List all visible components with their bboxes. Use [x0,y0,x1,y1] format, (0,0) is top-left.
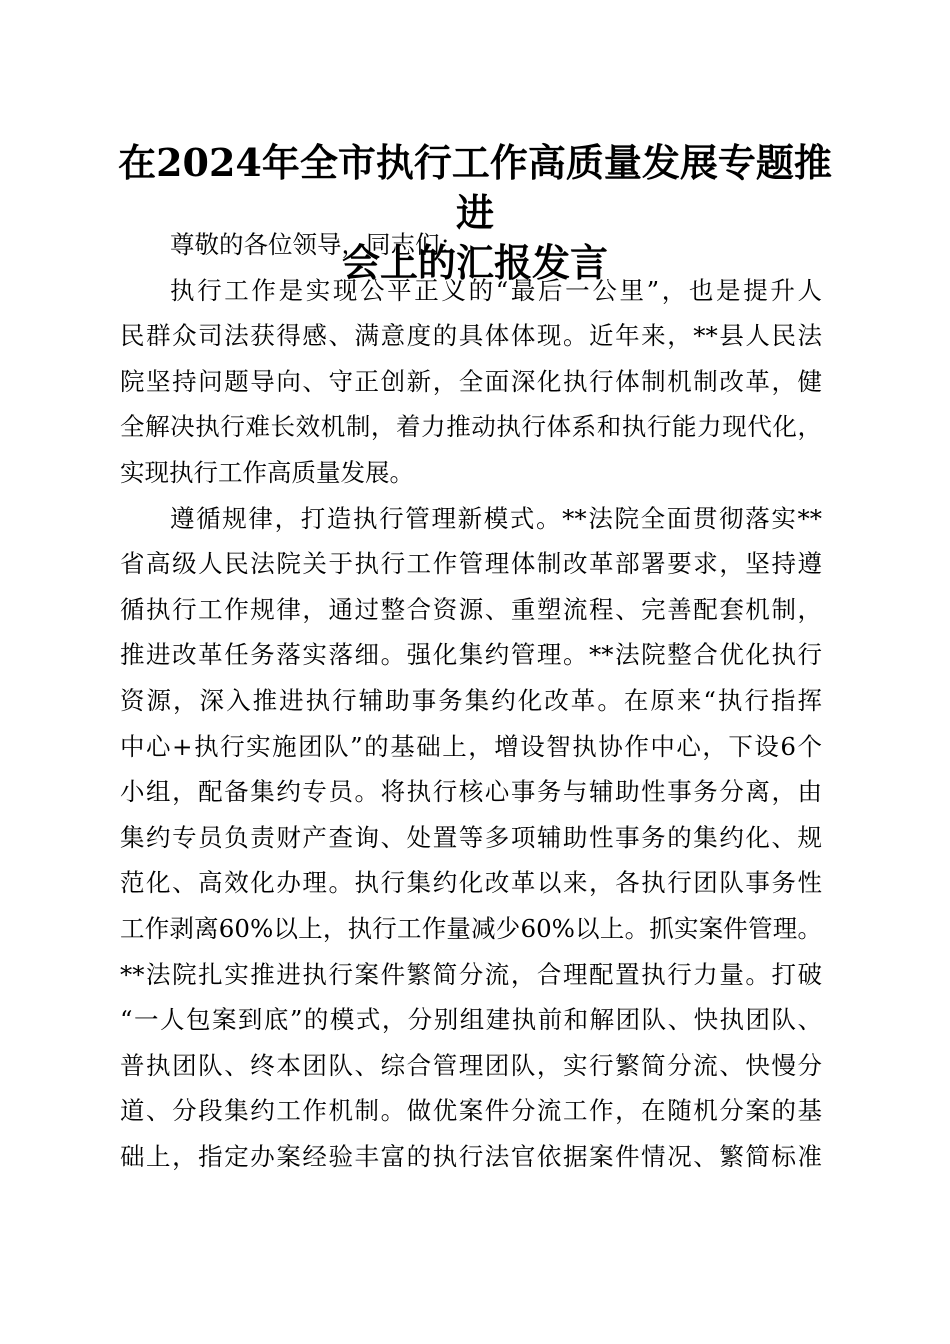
paragraph-2-line-3: 循执行工作规律，通过整合资源、重塑流程、完善配套机制， [120,594,822,624]
paragraph-2-line-10: 工作剥离60%以上，执行工作量减少60%以上。抓实案件管理。 [120,913,822,943]
paragraph-2-line-1: 遵循规律，打造执行管理新模式。**法院全面贯彻落实** [170,503,822,533]
paragraph-1-line-3: 院坚持问题导向、守正创新，全面深化执行体制机制改革，健 [120,366,822,396]
paragraph-2-line-9: 范化、高效化办理。执行集约化改革以来，各执行团队事务性 [120,868,822,898]
paragraph-1-line-1: 执行工作是实现公平正义的“最后一公里”，也是提升人 [170,275,822,305]
paragraph-1-line-4: 全解决执行难长效机制，着力推动执行体系和执行能力现代化， [120,412,822,442]
paragraph-2-line-13: 普执团队、终本团队、综合管理团队，实行繁简分流、快慢分 [120,1050,822,1080]
paragraph-2-line-14: 道、分段集约工作机制。做优案件分流工作，在随机分案的基 [120,1096,822,1126]
paragraph-2-line-12: “一人包案到底”的模式，分别组建执前和解团队、快执团队、 [120,1005,822,1035]
paragraph-1-line-5: 实现执行工作高质量发展。 [120,457,414,487]
paragraph-2-line-5: 资源，深入推进执行辅助事务集约化改革。在原来“执行指挥 [120,685,822,715]
paragraph-2-line-8: 集约专员负责财产查询、处置等多项辅助性事务的集约化、规 [120,822,822,852]
title-line-2: 会上的汇报发言 [341,240,608,285]
paragraph-2-line-6: 中心+执行实施团队”的基础上，增设智执协作中心，下设6个 [120,731,822,761]
title-line-1: 在2024年全市执行工作高质量发展专题推进 [118,140,832,235]
salutation-line: 尊敬的各位领导，同志们： [170,230,464,259]
paragraph-2-line-11: **法院扎实推进执行案件繁简分流，合理配置执行力量。打破 [120,959,822,989]
paragraph-2-line-2: 省高级人民法院关于执行工作管理体制改革部署要求，坚持遵 [120,549,822,579]
paragraph-1-line-2: 民群众司法获得感、满意度的具体体现。近年来，**县人民法 [120,321,822,351]
paragraph-2-line-15: 础上，指定办案经验丰富的执行法官依据案件情况、繁简标准 [120,1141,822,1171]
paragraph-2-line-4: 推进改革任务落实落细。强化集约管理。**法院整合优化执行 [120,640,822,670]
paragraph-2-line-7: 小组，配备集约专员。将执行核心事务与辅助性事务分离，由 [120,777,822,807]
document-body [120,222,822,1179]
